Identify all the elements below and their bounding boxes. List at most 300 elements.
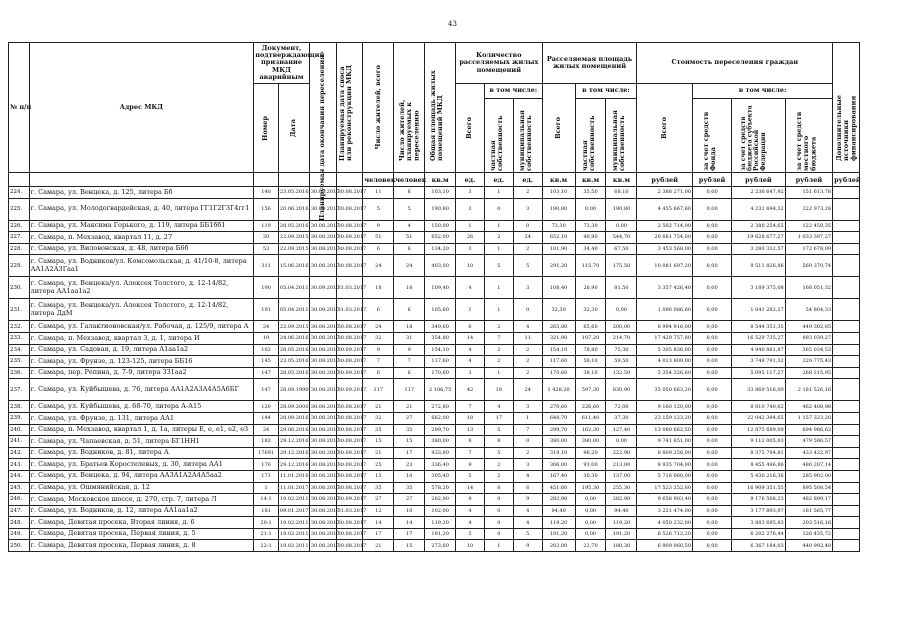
cell-d1: 30.08.2017 [309, 187, 336, 199]
cell-date: 11.01.2017 [278, 482, 309, 494]
cell-ap: 34,40 [575, 243, 606, 255]
table-row [9, 540, 860, 552]
unit: рублей [785, 173, 832, 187]
cell-am: 72,00 [606, 401, 637, 413]
col-doc-number: Номер [254, 84, 279, 173]
cell-am: 180,30 [606, 540, 637, 552]
cell-date: 19.02.2011 [278, 517, 309, 529]
cell-am: 0,00 [606, 436, 637, 448]
cell-num: 53 [254, 243, 279, 255]
cell-reg: 19 628 677,27 [732, 232, 786, 244]
cell-cost: 9 658 903,40 [637, 494, 693, 506]
cell-cm: 24 [513, 232, 542, 244]
cell-extra [833, 243, 860, 255]
cell-area: 105,60 [425, 299, 456, 321]
cell-n: 226. [9, 220, 30, 232]
cell-cost: 4 050 232,00 [637, 517, 693, 529]
cell-p2: 117 [394, 379, 425, 401]
cell-d1: 30.08.2017 [309, 332, 336, 344]
cell-a: 73,30 [542, 220, 575, 232]
cell-n: 241. [9, 436, 30, 448]
cell-reg: 6 202 276,44 [732, 528, 786, 540]
cell-reg: 8 810 740,62 [732, 401, 786, 413]
cell-fund: 0,00 [693, 517, 732, 529]
cell-date: 28.09.2000 [278, 401, 309, 413]
table-row [9, 232, 860, 244]
cell-fund: 0,00 [693, 332, 732, 344]
cell-area: 273,60 [425, 540, 456, 552]
col-num: № п/п [9, 43, 30, 173]
cell-am: 175,50 [606, 255, 637, 277]
cell-num: 14-1 [254, 494, 279, 506]
cell-am: 200,00 [606, 321, 637, 333]
cell-ap: 40,90 [575, 232, 606, 244]
cell-area: 433,80 [425, 447, 456, 459]
cell-n: 243. [9, 459, 30, 471]
cell-cm: 11 [513, 332, 542, 344]
cell-extra [833, 198, 860, 220]
cell-cm: 0 [513, 220, 542, 232]
cell-c: 4 [456, 505, 485, 517]
cell-am: 37,30 [606, 412, 637, 424]
cell-p2: 17 [394, 447, 425, 459]
cell-ap: 162,30 [575, 424, 606, 436]
cell-cp: 5 [484, 424, 513, 436]
cell-d1: 30.08.2017 [309, 470, 336, 482]
cell-reg: 3 189 375,08 [732, 277, 786, 299]
cell-d1: 30.08.2017 [309, 321, 336, 333]
cell-reg: 3 280 332,57 [732, 243, 786, 255]
table-row [9, 528, 860, 540]
cell-p1: 27 [363, 494, 394, 506]
cell-date: 20.06.2016 [278, 198, 309, 220]
table-row [9, 321, 860, 333]
cell-d1: 30.08.2017 [309, 528, 336, 540]
unit: кв.м [542, 173, 575, 187]
col-residents-planned: Число жителей, планируемых к переселению [394, 43, 425, 173]
cell-p1: 6 [363, 243, 394, 255]
cell-ap: 38,10 [575, 367, 606, 379]
cell-p2: 23 [394, 459, 425, 471]
cell-a: 299,70 [542, 424, 575, 436]
cell-am: 75,30 [606, 344, 637, 356]
cell-num: 147 [254, 367, 279, 379]
cell-reg: 1 041 282,27 [732, 299, 786, 321]
cell-ap: 35,50 [575, 187, 606, 199]
cell-addr: г. Самара, п. Мехзавод, квартал 1, д. 1а, литеры Е, е, е1, е2, е3 [29, 424, 254, 436]
cell-cm: 3 [513, 459, 542, 471]
cell-ap: 115,70 [575, 255, 606, 277]
cell-cp: 8 [484, 436, 513, 448]
cell-reg: 9 112 005,03 [732, 436, 786, 448]
cell-cp: 0 [484, 198, 513, 220]
cell-addr: г. Самара, ул. Братьев Коростелевых, д. 30, литера АА1 [29, 459, 254, 471]
unit: кв.м [606, 173, 637, 187]
cell-p1: 25 [363, 459, 394, 471]
cell-d2: 30.08.2017 [336, 540, 363, 552]
table-row [9, 517, 860, 529]
cell-p1: 21 [363, 447, 394, 459]
unit: рублей [732, 173, 786, 187]
cell-num: 311 [254, 255, 279, 277]
unit: ед. [513, 173, 542, 187]
cell-c: 5 [456, 528, 485, 540]
cell-a: 103,10 [542, 187, 575, 199]
cell-ap: 0,00 [575, 198, 606, 220]
cell-cost: 3 453 568,00 [637, 243, 693, 255]
cell-p2: 6 [394, 187, 425, 199]
table-row [9, 243, 860, 255]
cell-p2: 7 [394, 356, 425, 368]
cell-am: 81,50 [606, 277, 637, 299]
cell-cp: 2 [484, 344, 513, 356]
cell-extra [833, 344, 860, 356]
cell-fund: 0,00 [693, 528, 732, 540]
cell-p2: 35 [394, 424, 425, 436]
cell-area: 103,10 [425, 187, 456, 199]
cell-area: 170,60 [425, 367, 456, 379]
cell-reg: 5 095 117,27 [732, 367, 786, 379]
cell-cm: 3 [513, 277, 542, 299]
cell-p2: 6 [394, 299, 425, 321]
cell-fund: 0,00 [693, 412, 732, 424]
cell-fund: 0,00 [693, 447, 732, 459]
cell-loc: 151 613,78 [785, 187, 832, 199]
table-row [9, 379, 860, 401]
cell-cm: 3 [513, 401, 542, 413]
cell-area: 380,00 [425, 436, 456, 448]
cell-num: 24 [254, 424, 279, 436]
cell-extra [833, 220, 860, 232]
cell-am: 222,90 [606, 447, 637, 459]
cell-n: 246. [9, 494, 30, 506]
unit: рублей [693, 173, 732, 187]
cell-d1: 30.08.2017 [309, 356, 336, 368]
cell-n: 250. [9, 540, 30, 552]
cell-extra [833, 187, 860, 199]
cell-num: 156 [254, 198, 279, 220]
cell-reg: 6 367 184,03 [732, 540, 786, 552]
cell-c: 7 [456, 447, 485, 459]
cell-p2: 6 [394, 367, 425, 379]
cell-n: 240. [9, 424, 30, 436]
cell-extra [833, 356, 860, 368]
cell-am: 0,00 [606, 299, 637, 321]
cell-area: 190,80 [425, 198, 456, 220]
cell-a: 108,40 [542, 277, 575, 299]
cell-loc: 2 181 526,16 [785, 379, 832, 401]
table-row [9, 277, 860, 299]
cell-extra [833, 232, 860, 244]
cell-reg: 2 236 647,92 [732, 187, 786, 199]
col-total-area: Общая площадь жилых помещений МКД [425, 43, 456, 173]
cell-cost: 5 716 060,00 [637, 470, 693, 482]
cell-cost: 2 502 714,00 [637, 220, 693, 232]
cell-area: 272,80 [425, 401, 456, 413]
cell-cm: 2 [513, 187, 542, 199]
cell-n: 245. [9, 482, 30, 494]
cell-reg: 5 430 216,36 [732, 470, 786, 482]
cell-p1: 12 [363, 505, 394, 517]
cell-ap: 611,40 [575, 412, 606, 424]
cell-extra [833, 459, 860, 471]
cell-date: 19.02.2011 [278, 528, 309, 540]
cell-p1: 6 [363, 299, 394, 321]
cell-ap: 96,20 [575, 447, 606, 459]
col-plan-demolish: Планируемая дата сноса или реконструкции МКД [336, 43, 363, 173]
cell-n: 244. [9, 470, 30, 482]
cell-d2: 31.03.2017 [336, 277, 363, 299]
cell-extra [833, 436, 860, 448]
cell-addr: г. Самара, ул. Чапаевская, д. 51, литера БГ1НН1 [29, 436, 254, 448]
cell-cost: 4 013 809,00 [637, 356, 693, 368]
cell-cp: 5 [484, 447, 513, 459]
cell-a: 117,60 [542, 356, 575, 368]
unit: человек [363, 173, 394, 187]
cell-c: 42 [456, 379, 485, 401]
cell-a: 191,20 [542, 528, 575, 540]
cell-d2: 30.08.2017 [336, 470, 363, 482]
cell-extra [833, 482, 860, 494]
cell-fund: 0,00 [693, 187, 732, 199]
cell-area: 117,60 [425, 356, 456, 368]
table-row [9, 424, 860, 436]
cell-a: 154,10 [542, 344, 575, 356]
table-row [9, 470, 860, 482]
cell-addr: г. Самара, ул. Виловонская, д. 48, литера Б6б [29, 243, 254, 255]
cell-am: 94,40 [606, 505, 637, 517]
cell-extra [833, 277, 860, 299]
cell-p2: 18 [394, 321, 425, 333]
cell-cm: 9 [513, 494, 542, 506]
col-area-group: Расселяемая площадь жилых помещений [542, 43, 637, 84]
cell-d2: 30.08.2017 [336, 424, 363, 436]
cell-cp: 2 [484, 470, 513, 482]
cell-fund: 0,00 [693, 198, 732, 220]
cell-date: 09.01.2017 [278, 505, 309, 517]
cell-reg: 8 455 496,86 [732, 459, 786, 471]
cell-d1: 30.08.2017 [309, 401, 336, 413]
cell-cm: 6 [513, 482, 542, 494]
cell-addr: г. Самара, ул. Галактионовская/ул. Рабочая, д. 125/9, литера А [29, 321, 254, 333]
cell-loc: 482 899,17 [785, 494, 832, 506]
cell-addr: г. Самара, ул. Венцека/ул. Алексея Толстого, д. 12-14/82, литера ДдМ [29, 299, 254, 321]
cell-cm: 2 [513, 447, 542, 459]
cell-d2: 30.08.2017 [336, 220, 363, 232]
cell-cost: 3 221 474,00 [637, 505, 693, 517]
cell-cm: 7 [513, 424, 542, 436]
cell-d1: 30.08.2017 [309, 540, 336, 552]
cell-area: 299,70 [425, 424, 456, 436]
cell-fund: 0,00 [693, 367, 732, 379]
cell-c: 10 [456, 255, 485, 277]
cell-area: 191,20 [425, 528, 456, 540]
cell-extra [833, 332, 860, 344]
cell-p2: 24 [394, 255, 425, 277]
cell-c: 1 [456, 299, 485, 321]
cell-n: 239. [9, 412, 30, 424]
cell-p1: 24 [363, 321, 394, 333]
cell-loc: 479 586,57 [785, 436, 832, 448]
cell-reg: 16 529 735,27 [732, 332, 786, 344]
cell-d2: 30.09.2017 [336, 379, 363, 401]
col-area-total: Всего [542, 84, 575, 173]
cell-reg: 4 940 861,87 [732, 344, 786, 356]
cell-d1: 30.08.2017 [309, 482, 336, 494]
cell-c: 3 [456, 367, 485, 379]
cell-a: 170,60 [542, 367, 575, 379]
cell-d1: 30.09.2017 [309, 277, 336, 299]
cell-p1: 117 [363, 379, 394, 401]
col-area-incl: в том числе: [575, 84, 637, 99]
cell-a: 203,00 [542, 540, 575, 552]
cell-cm: 5 [513, 528, 542, 540]
cell-cost: 5 305 836,00 [637, 344, 693, 356]
cell-area: 134,20 [425, 243, 456, 255]
cell-cost: 35 050 663,20 [637, 379, 693, 401]
cell-c: 7 [456, 401, 485, 413]
cell-fund: 0,00 [693, 459, 732, 471]
cell-reg: 8 544 351,35 [732, 321, 786, 333]
cell-cp: 0 [484, 494, 513, 506]
cell-p2: 10 [394, 470, 425, 482]
cell-a: 319,10 [542, 447, 575, 459]
cell-d1: 30.08.2017 [309, 220, 336, 232]
cell-cm: 9 [513, 540, 542, 552]
cell-c: 3 [456, 187, 485, 199]
cell-fund: 0,00 [693, 379, 732, 401]
cell-fund: 0,00 [693, 505, 732, 517]
cell-date: 29.12.2016 [278, 459, 309, 471]
cell-num: 21-1 [254, 528, 279, 540]
cell-loc: 462 408,98 [785, 401, 832, 413]
cell-date: 19.02.2011 [278, 540, 309, 552]
cell-cp: 1 [484, 299, 513, 321]
cell-date: 29.12.2016 [278, 436, 309, 448]
cell-a: 306,00 [542, 459, 575, 471]
cell-a: 270,60 [542, 401, 575, 413]
cell-num: 181 [254, 505, 279, 517]
cell-area: 662,00 [425, 412, 456, 424]
cell-p1: 9 [363, 220, 394, 232]
cell-num: 147 [254, 379, 279, 401]
cell-p2: 27 [394, 494, 425, 506]
cell-loc: 1 157 323,20 [785, 412, 832, 424]
cell-date: 29.12.2016 [278, 447, 309, 459]
cell-loc: 449 302,85 [785, 321, 832, 333]
cell-cp: 17 [484, 412, 513, 424]
cell-addr: г. Самара, пер. Репина, д. 7-9, литера ЗЗ1аа2 [29, 367, 254, 379]
cell-am: 255,30 [606, 482, 637, 494]
cell-p1: 32 [363, 332, 394, 344]
table-row [9, 220, 860, 232]
cell-p2: 35 [394, 482, 425, 494]
cell-loc: 203 516,16 [785, 517, 832, 529]
table-row [9, 344, 860, 356]
cell-fund: 0,00 [693, 277, 732, 299]
col-residents: Число жителей, всего [363, 43, 394, 173]
cell-a: 265,80 [542, 321, 575, 333]
cell-cost: 1 096 086,60 [637, 299, 693, 321]
cell-cp: 2 [484, 459, 513, 471]
cell-n: 224. [9, 187, 30, 199]
cell-cp: 2 [484, 232, 513, 244]
cell-addr: г. Самара, ул. Фрунзе, д. 123-125, литера ББ16 [29, 356, 254, 368]
unit: кв.м [425, 173, 456, 187]
col-doc-date: Дата [278, 84, 309, 173]
cell-c: 14 [456, 332, 485, 344]
cell-loc: 694 986,62 [785, 424, 832, 436]
cell-p1: 35 [363, 482, 394, 494]
cell-c: 9 [456, 459, 485, 471]
cell-cp: 1 [484, 277, 513, 299]
resettlement-table [8, 42, 860, 552]
cell-area: 349,60 [425, 321, 456, 333]
cell-c: 3 [456, 243, 485, 255]
cell-p2: 18 [394, 277, 425, 299]
cell-cost: 2 388 271,00 [637, 187, 693, 199]
cell-cost: 5 354 326,60 [637, 367, 693, 379]
cell-n: 236. [9, 367, 30, 379]
cell-loc: 326 435,72 [785, 528, 832, 540]
cell-n: 235. [9, 356, 30, 368]
col-count-incl: в том числе: [484, 84, 542, 99]
cell-cp: 0 [484, 517, 513, 529]
cell-a: 451,60 [542, 482, 575, 494]
cell-c: 6 [456, 321, 485, 333]
unit: ед. [456, 173, 485, 187]
cell-fund: 0,00 [693, 424, 732, 436]
col-cost-fund: за счет средств Фонда [693, 99, 732, 173]
cell-date: 28.09.2016 [278, 412, 309, 424]
cell-n: 231. [9, 299, 30, 321]
cell-p2: 31 [394, 332, 425, 344]
cell-c: 4 [456, 277, 485, 299]
cell-n: 237. [9, 379, 30, 401]
cell-cost: 8 994 916,00 [637, 321, 693, 333]
cell-extra [833, 494, 860, 506]
cell-date: 28.05.2016 [278, 220, 309, 232]
cell-addr: г. Самара, ул. Водников, д. 12, литера АА1аа1а2 [29, 505, 254, 517]
table-row [9, 198, 860, 220]
cell-n: 227. [9, 232, 30, 244]
cell-a: 291,20 [542, 255, 575, 277]
cell-ap: 0,00 [575, 517, 606, 529]
cell-loc: 285 902,00 [785, 470, 832, 482]
cell-reg: 16 909 351,55 [732, 482, 786, 494]
cell-addr: г. Самара, ул. Венцека, д. 125, литера Бб [29, 187, 254, 199]
cell-area: 282,90 [425, 494, 456, 506]
cell-am: 282,90 [606, 494, 637, 506]
cell-num: 20-1 [254, 517, 279, 529]
cell-cost: 9 741 651,00 [637, 436, 693, 448]
cell-am: 127,40 [606, 424, 637, 436]
cell-a: 32,30 [542, 299, 575, 321]
cell-cost: 17 429 757,80 [637, 332, 693, 344]
cell-cp: 1 [484, 220, 513, 232]
cell-d2: 31.03.2017 [336, 299, 363, 321]
cell-num: 20 [254, 232, 279, 244]
col-cost-regional: за счет средств бюджета субъекта Российской Федерации [732, 99, 786, 173]
cell-num: 190 [254, 277, 279, 299]
col-area-municipal: муниципальная собственность [606, 99, 637, 173]
table-body [9, 187, 860, 552]
cell-cp: 0 [484, 505, 513, 517]
cell-d2: 30.08.2017 [336, 482, 363, 494]
cell-n: 247. [9, 505, 30, 517]
cell-c: 9 [456, 494, 485, 506]
cell-ap: 0,00 [575, 505, 606, 517]
